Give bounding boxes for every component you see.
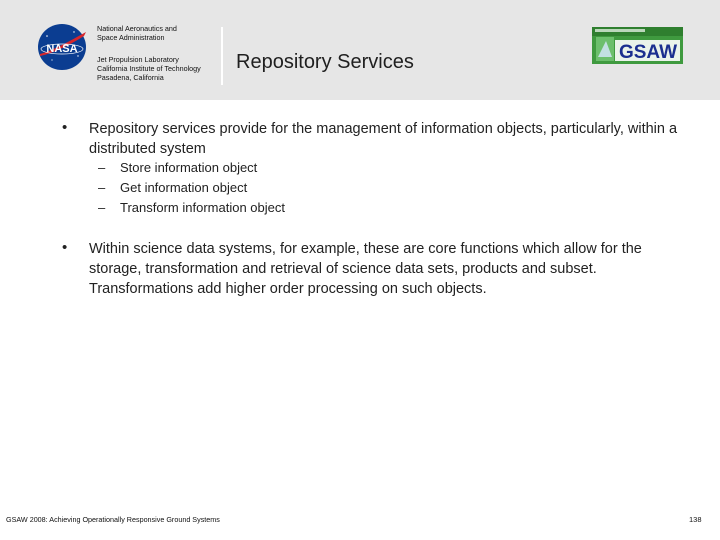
dash-marker: – — [98, 160, 106, 175]
sub-bullet-text: Get information object — [120, 180, 248, 195]
bullet-text-2: Within science data systems, for example, these are core functions which allow for the storage, transformation and retrieval of science data sets, products and subset. Transformations add higher order processing on such objects. — [89, 241, 642, 297]
bullet-marker: • — [62, 119, 68, 136]
dash-marker: – — [98, 180, 106, 195]
header-divider — [221, 27, 223, 85]
bullet-marker: • — [62, 239, 68, 256]
lab-name: Jet Propulsion Laboratory California Institute of Technology Pasadena, California — [97, 55, 201, 82]
sub-bullet-text: Store information object — [120, 160, 258, 175]
footer-text: GSAW 2008: Achieving Operationally Responsive Ground Systems — [6, 515, 220, 524]
agency-name: National Aeronautics and Space Administration — [97, 24, 177, 42]
sub-bullet-get — [98, 178, 285, 198]
page-title: Repository Services — [236, 51, 414, 73]
sub-bullet-store — [98, 158, 285, 178]
sub-bullet-transform — [98, 198, 285, 218]
gsaw-logo-icon — [592, 27, 683, 64]
sub-bullet-text: Transform information object — [120, 200, 285, 215]
nasa-logo-text: NASA — [46, 43, 78, 55]
sub-bullet-list — [98, 158, 285, 218]
gsaw-logo-text: GSAW — [618, 42, 678, 63]
page-number: 138 — [689, 515, 702, 524]
slide-header — [0, 0, 720, 100]
nasa-logo-icon — [34, 22, 90, 72]
bullet-text-1: Repository services provide for the management of information objects, particularly, within a distributed system — [89, 121, 678, 157]
dash-marker: – — [98, 200, 106, 215]
